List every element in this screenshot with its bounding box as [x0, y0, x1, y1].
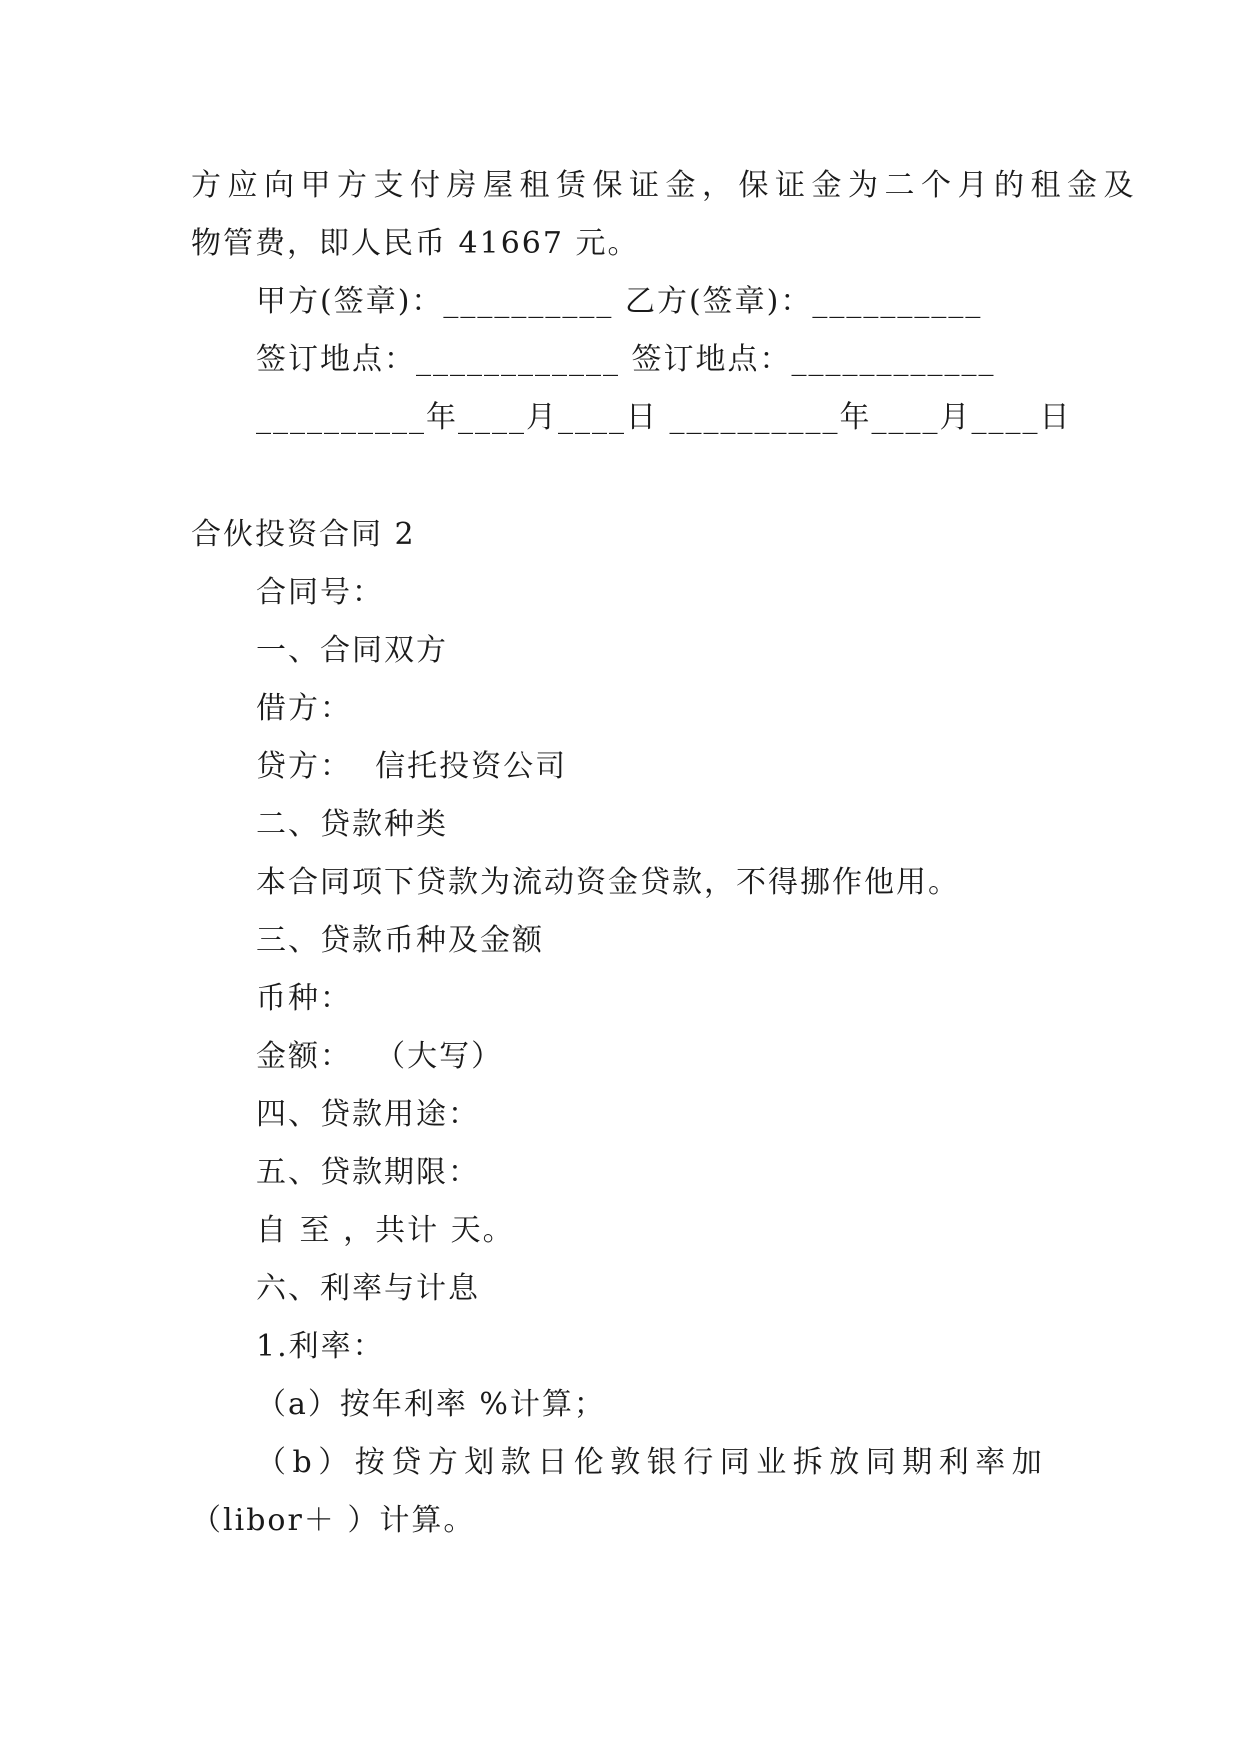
clause-heading: 五、贷款期限： — [256, 1155, 480, 1190]
clause-heading: 六、利率与计息 — [256, 1271, 480, 1306]
clause-line: 自 至 ，共计 天。 — [256, 1213, 515, 1248]
clause-line: 贷方： 信托投资公司 — [256, 749, 568, 784]
paragraph-line: 方应向甲方支付房屋租赁保证金，保证金为二个月的租金及 — [191, 168, 1140, 203]
clause-heading: 四、贷款用途： — [256, 1097, 480, 1132]
clause-line: 金额： （大写） — [256, 1039, 504, 1074]
clause-line: 借方： — [256, 691, 352, 726]
clause-line: 本合同项下贷款为流动资金贷款，不得挪作他用。 — [256, 865, 960, 900]
paragraph-line: 物管费，即人民币 41667 元。 — [191, 226, 640, 261]
section-title: 合伙投资合同 2 — [191, 517, 416, 552]
clause-line: （a）按年利率 %计算； — [256, 1387, 606, 1422]
contract-number: 合同号： — [256, 575, 384, 610]
clause-heading: 三、贷款币种及金额 — [256, 923, 544, 958]
clause-line: 币种： — [256, 981, 352, 1016]
clause-heading: 一、合同双方 — [256, 633, 448, 668]
date-line: __________年____月____日 __________年____月____日 — [256, 400, 1072, 435]
clause-line: （b）按贷方划款日伦敦银行同业拆放同期利率加 — [256, 1445, 1049, 1480]
clause-line: （libor＋ ）计算。 — [191, 1503, 476, 1538]
clause-heading: 二、贷款种类 — [256, 807, 448, 842]
signing-place-line: 签订地点：____________ 签订地点：____________ — [256, 342, 996, 377]
clause-line: 1.利率： — [256, 1329, 385, 1364]
signature-line: 甲方(签章)：__________ 乙方(签章)：__________ — [256, 284, 983, 319]
